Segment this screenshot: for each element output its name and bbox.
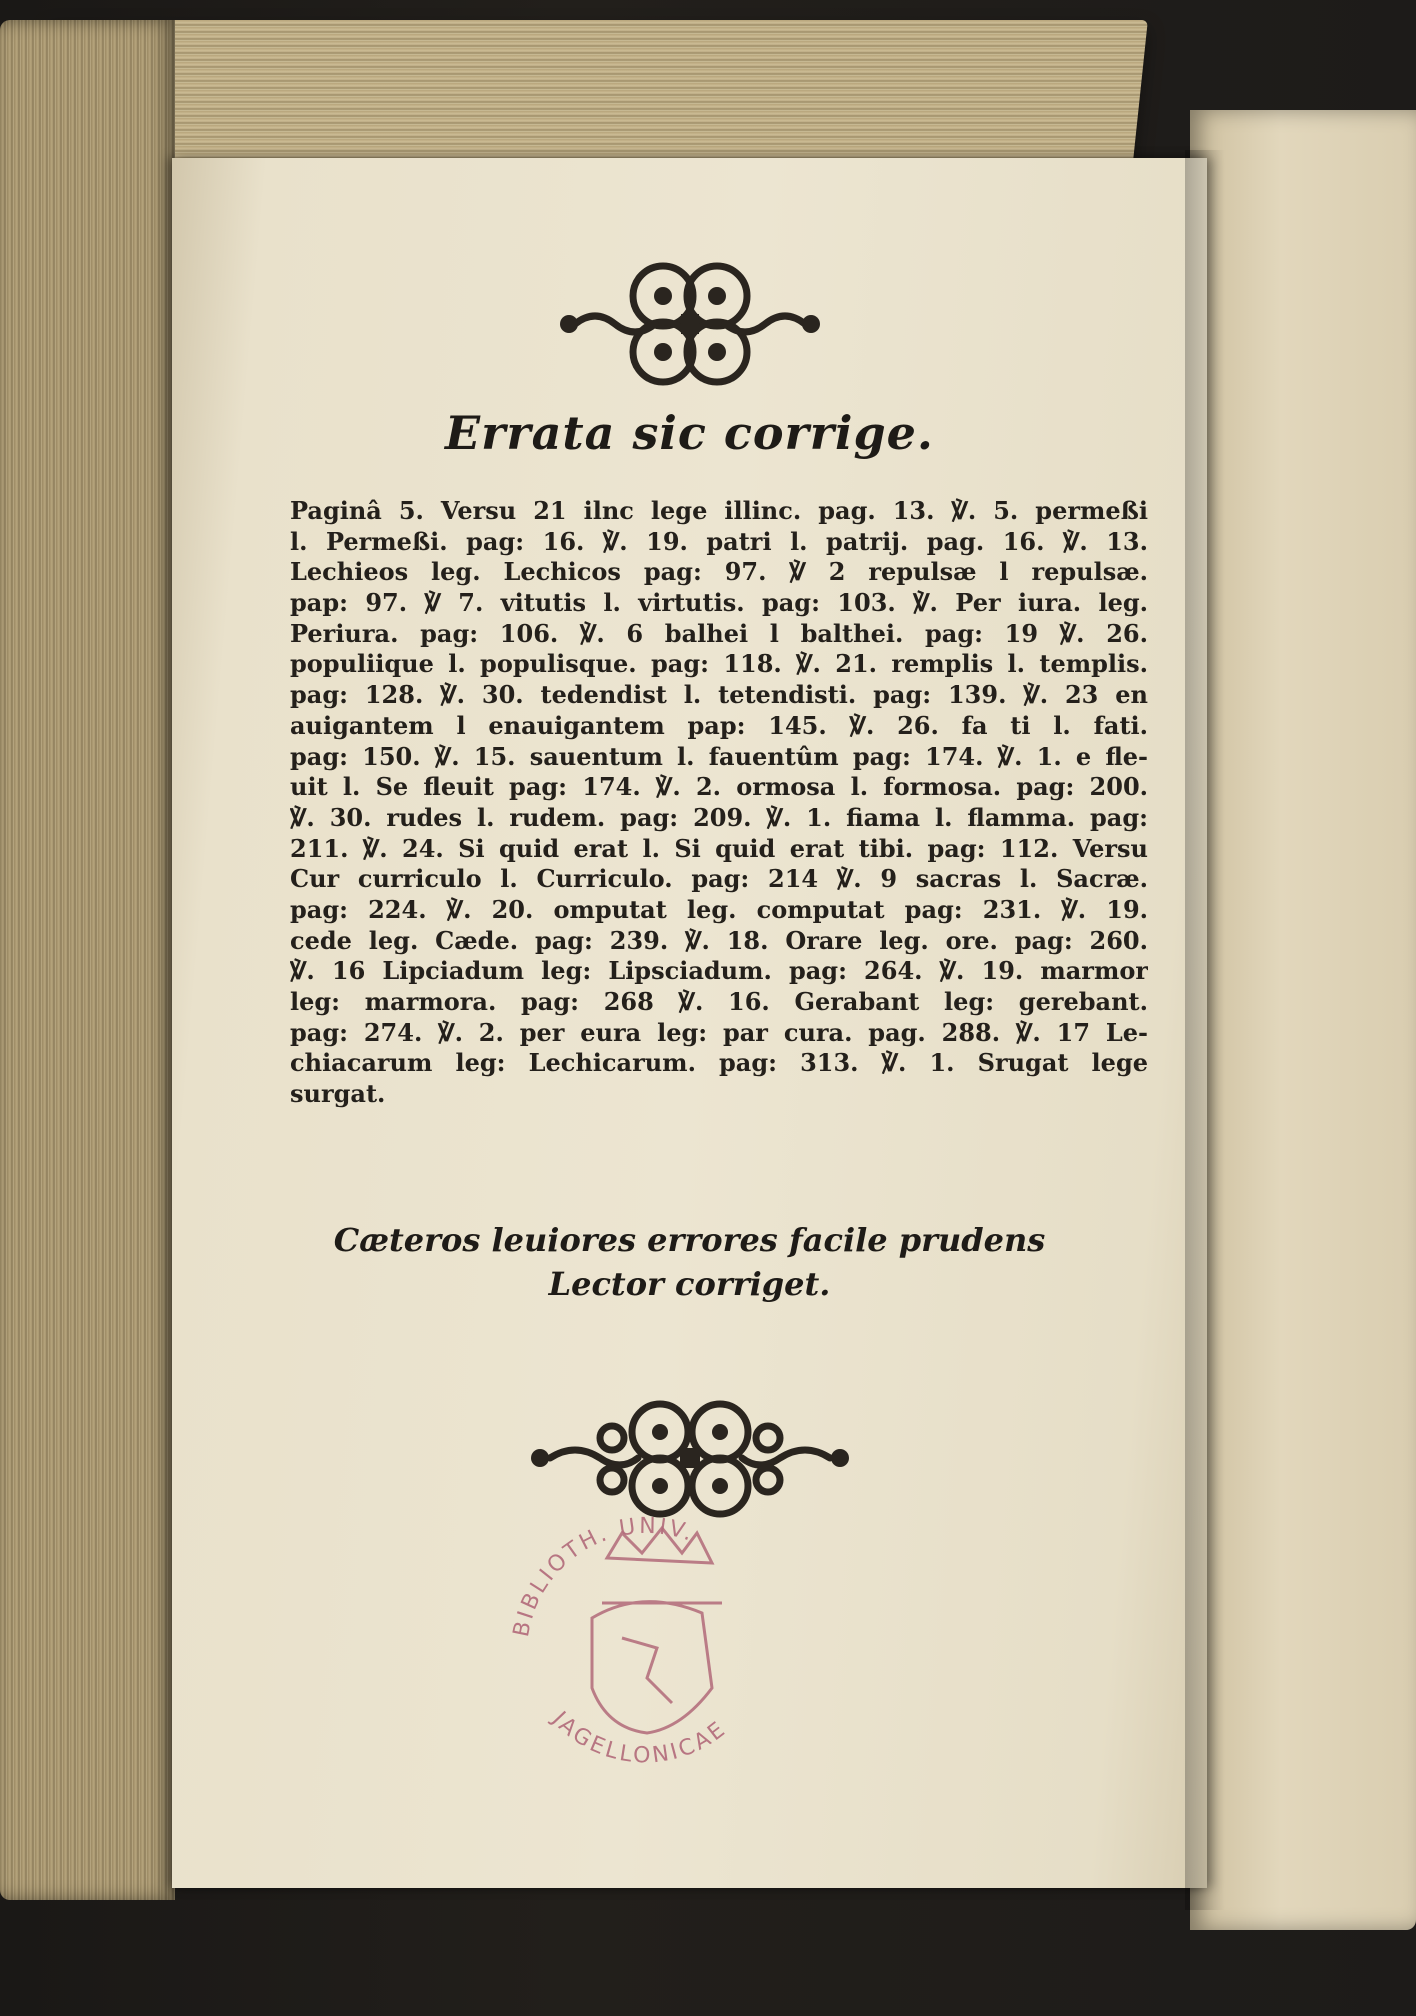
closing-line: Cæteros leuiores errores facile prudens [333,1221,1046,1259]
errata-line: pag: 274. ℣. 2. per eura leg: par cura. pag. 288. ℣. 17 Le- [290,1017,1148,1047]
errata-line: Cur curriculo l. Curriculo. pag: 214 ℣. 9 sacras l. Sacræ. [290,864,1148,894]
errata-line: pag: 150. ℣. 15. sauentum l. fauentûm pag: 174. ℣. 1. e fle- [290,741,1148,771]
printer-fleuron-icon [172,248,1207,398]
book-fore-edge [0,20,175,1900]
errata-line: ℣. 30. rudes l. rudem. pag: 209. ℣. 1. fiama l. flamma. pag: [290,802,1148,832]
errata-line: pap: 97. ℣ 7. vitutis l. virtutis. pag: 103. ℣. Per iura. leg. [290,588,1148,618]
svg-text:BIBLIOTH. UNIV.: BIBLIOTH. UNIV. [508,1513,699,1640]
errata-line: 211. ℣. 24. Si quid erat l. Si quid erat tibi. pag: 112. Versu [290,833,1148,863]
book-top-edge [32,20,1148,170]
errata-line: leg: marmora. pag: 268 ℣. 16. Gerabant leg: gerebant. [290,987,1148,1016]
book-gutter-shadow [1185,150,1225,1910]
errata-line: Paginâ 5. Versu 21 ilnc lege illinc. pag. 13. ℣. 5. permeßi [290,496,1148,525]
errata-line: pag: 128. ℣. 30. tedendist l. tetendisti. pag: 139. ℣. 23 en [290,680,1148,710]
closing-line: Lector corriget. [548,1265,831,1303]
closing-note [172,1218,1207,1306]
errata-line: uit l. Se fleuit pag: 174. ℣. 2. ormosa l. formosa. pag: 200. [290,772,1148,802]
svg-text:JAGELLONICAE: JAGELLONICAE [547,1707,732,1769]
errata-line: populiique l. populisque. pag: 118. ℣. 21. remplis l. templis. [290,649,1148,679]
errata-line: cede leg. Cæde. pag: 239. ℣. 18. Orare leg. ore. pag: 260. [290,925,1148,955]
errata-title: Errata sic corrige. [445,406,934,460]
errata-line: surgat. [290,1079,386,1109]
errata-line: Lechieos leg. Lechicos pag: 97. ℣ 2 repulsæ l repulsæ. [290,557,1148,587]
book-page [172,158,1207,1888]
library-stamp-icon [482,1478,812,1808]
errata-line: chiacarum leg: Lechicarum. pag: 313. ℣. 1. Srugat lege [290,1048,1148,1078]
errata-list [290,496,1148,1110]
errata-line: pag: 224. ℣. 20. omputat leg. computat pag: 231. ℣. 19. [290,894,1148,924]
errata-line: Periura. pag: 106. ℣. 6 balhei l balthei. pag: 19 ℣. 26. [290,618,1148,648]
errata-line: ℣. 16 Lipciadum leg: Lipsciadum. pag: 264. ℣. 19. marmor [290,956,1148,986]
errata-line: l. Permeßi. pag: 16. ℣. 19. patri l. patrij. pag. 16. ℣. 13. [290,526,1148,556]
errata-line: auigantem l enauigantem pap: 145. ℣. 26. fa ti l. fati. [290,710,1148,740]
